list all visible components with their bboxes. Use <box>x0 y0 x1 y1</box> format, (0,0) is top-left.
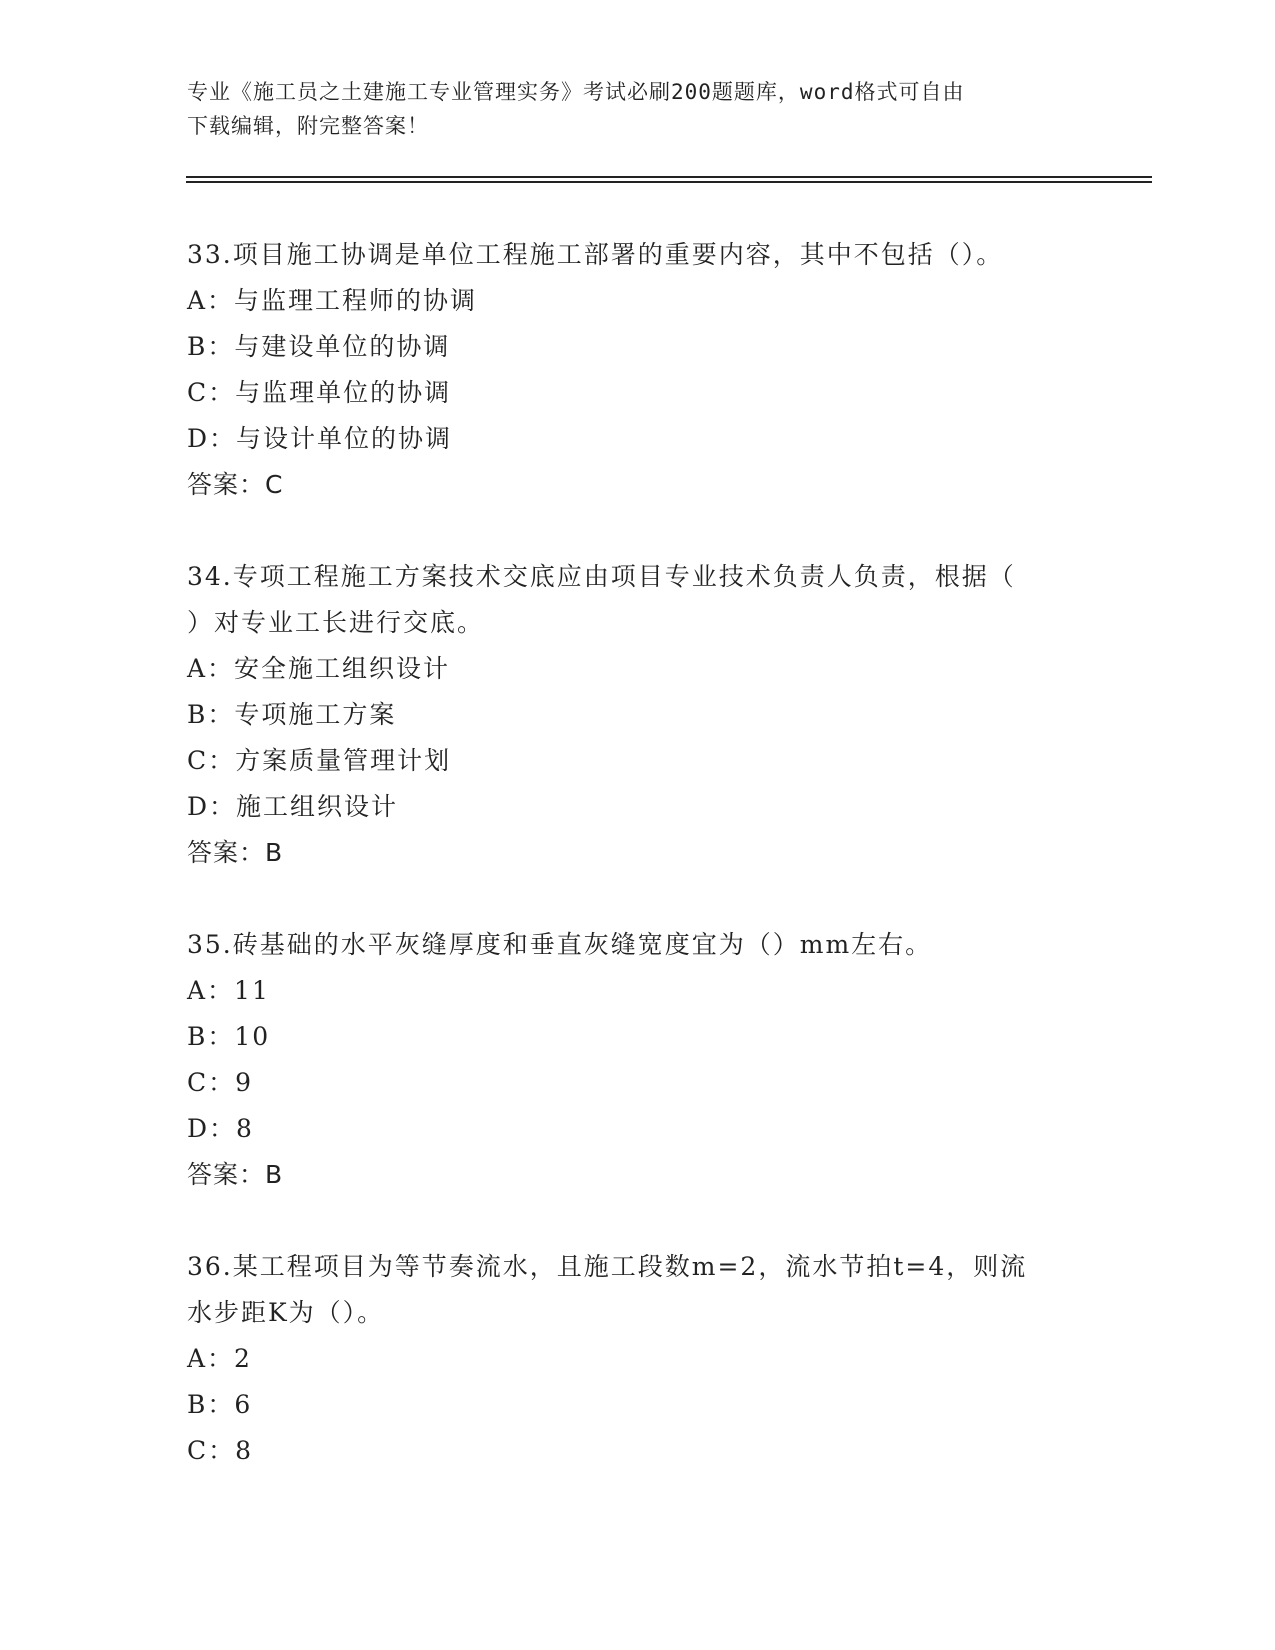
question-stem: 35.砖基础的水平灰缝厚度和垂直灰缝宽度宜为（）mm左右。 <box>187 930 933 959</box>
option-c: C：方案质量管理计划 <box>187 746 452 775</box>
question-36 <box>187 1244 1067 1474</box>
answer: 答案：B <box>187 1160 284 1189</box>
header-line-2: 下载编辑，附完整答案！ <box>187 114 429 138</box>
option-c: C：与监理单位的协调 <box>187 378 452 407</box>
option-b: B：与建设单位的协调 <box>187 332 451 361</box>
option-a: A：2 <box>187 1344 252 1373</box>
question-stem-line-1: 34.专项工程施工方案技术交底应由项目专业技术负责人负责，根据（ <box>187 562 1016 591</box>
question-stem: 33.项目施工协调是单位工程施工部署的重要内容，其中不包括（）。 <box>187 240 1004 269</box>
option-a: A：与监理工程师的协调 <box>187 286 478 315</box>
question-34 <box>187 554 1067 876</box>
question-list <box>187 232 1067 1520</box>
question-stem-line-1: 36.某工程项目为等节奏流水，且施工段数m=2，流水节拍t=4，则流 <box>187 1252 1028 1281</box>
option-b: B：专项施工方案 <box>187 700 397 729</box>
answer: 答案：B <box>187 838 284 867</box>
question-35 <box>187 922 1067 1198</box>
answer: 答案：C <box>187 470 284 499</box>
option-a: A：11 <box>187 976 270 1005</box>
option-a: A：安全施工组织设计 <box>187 654 451 683</box>
header-line-1: 专业《施工员之土建施工专业管理实务》考试必刷200题题库，word格式可自由 <box>187 80 965 104</box>
option-b: B：6 <box>187 1390 253 1419</box>
header-divider-top <box>186 176 1152 178</box>
header-divider-bottom <box>186 181 1152 183</box>
question-stem-line-2: ）对专业工长进行交底。 <box>187 608 485 637</box>
option-d: D：8 <box>187 1114 254 1143</box>
option-d: D：施工组织设计 <box>187 792 399 821</box>
option-c: C：8 <box>187 1436 254 1465</box>
option-b: B：10 <box>187 1022 271 1051</box>
question-33 <box>187 232 1067 508</box>
document-header <box>187 75 1067 143</box>
option-c: C：9 <box>187 1068 254 1097</box>
question-stem-line-2: 水步距K为（）。 <box>187 1298 385 1327</box>
option-d: D：与设计单位的协调 <box>187 424 453 453</box>
